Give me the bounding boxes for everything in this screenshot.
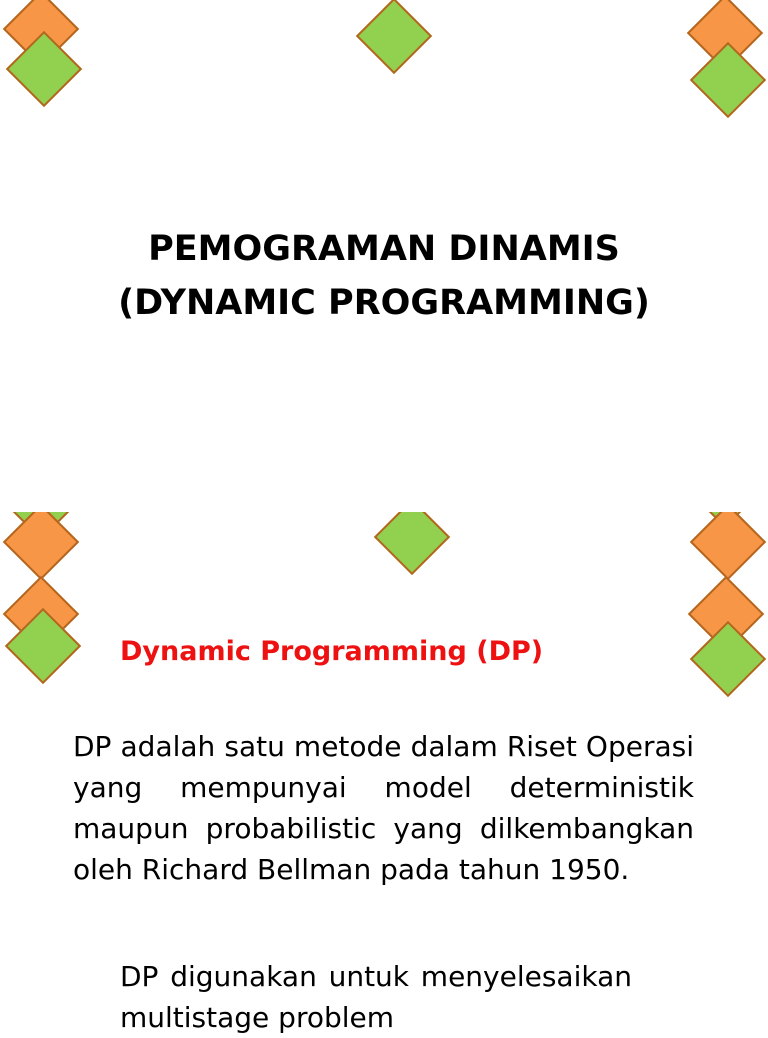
title-line-1: PEMOGRAMAN DINAMIS	[148, 229, 620, 269]
section-heading: Dynamic Programming (DP)	[120, 636, 544, 667]
orange-diamond-shape	[3, 512, 79, 580]
orange-diamond-shape	[690, 512, 766, 580]
definition-paragraph: DP adalah satu metode dalam Riset Operasi yang mempunyai model deterministik maupun probabilistic yang dilkembangkan oleh Richard Bellman pada tahun 1950.	[73, 730, 694, 886]
green-diamond-shape	[690, 42, 766, 118]
title-line-2: (DYNAMIC PROGRAMMING)	[118, 283, 650, 323]
slide-title	[0, 0, 768, 512]
slide-title-text	[40, 222, 728, 330]
green-diamond-shape	[690, 621, 766, 697]
green-diamond-shape	[374, 512, 450, 575]
usage-paragraph: DP digunakan untuk menyelesaikan multistage problem	[120, 960, 632, 1034]
green-diamond-shape	[356, 0, 432, 74]
